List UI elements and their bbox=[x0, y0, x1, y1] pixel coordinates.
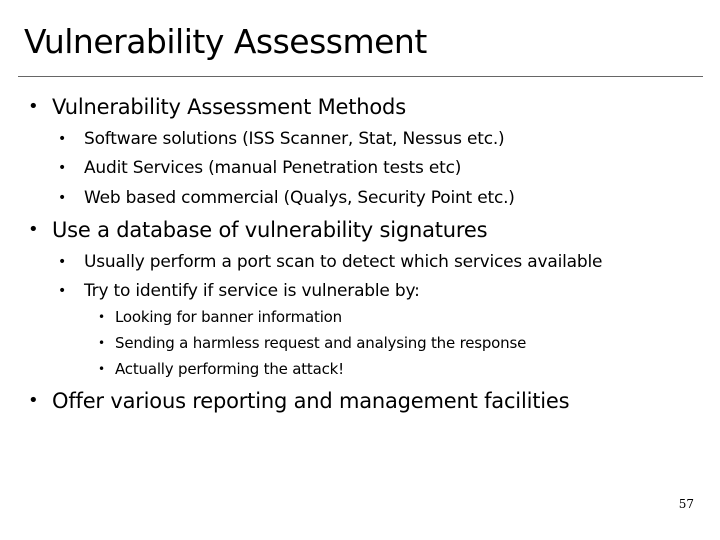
bullet-text: Try to identify if service is vulnerable by: bbox=[84, 281, 420, 301]
bullet-icon: • bbox=[98, 310, 105, 324]
title-divider bbox=[18, 76, 703, 77]
bullet-text: Looking for banner information bbox=[115, 308, 342, 326]
bullet-icon: • bbox=[58, 254, 67, 270]
bullet-text: Software solutions (ISS Scanner, Stat, Nessus etc.) bbox=[84, 129, 505, 149]
bullet-icon: • bbox=[98, 362, 105, 376]
bullet-text: Sending a harmless request and analysing the response bbox=[115, 334, 527, 352]
bullet-icon: • bbox=[98, 336, 105, 350]
bullet-icon: • bbox=[28, 219, 39, 240]
bullet-icon: • bbox=[28, 96, 39, 117]
bullet-icon: • bbox=[58, 131, 67, 147]
bullet-text: Usually perform a port scan to detect which services available bbox=[84, 252, 603, 272]
bullet-icon: • bbox=[58, 190, 67, 206]
bullet-text: Audit Services (manual Penetration tests etc) bbox=[84, 158, 462, 178]
slide-number: 57 bbox=[678, 497, 694, 511]
bullet-icon: • bbox=[28, 390, 39, 411]
bullet-text: Use a database of vulnerability signatures bbox=[52, 218, 488, 242]
slide-title: Vulnerability Assessment bbox=[24, 22, 427, 61]
bullet-icon: • bbox=[58, 283, 67, 299]
bullet-text: Web based commercial (Qualys, Security Point etc.) bbox=[84, 188, 515, 208]
bullet-text: Vulnerability Assessment Methods bbox=[52, 95, 406, 119]
bullet-text: Offer various reporting and management facilities bbox=[52, 389, 570, 413]
bullet-icon: • bbox=[58, 160, 67, 176]
bullet-text: Actually performing the attack! bbox=[115, 360, 344, 378]
